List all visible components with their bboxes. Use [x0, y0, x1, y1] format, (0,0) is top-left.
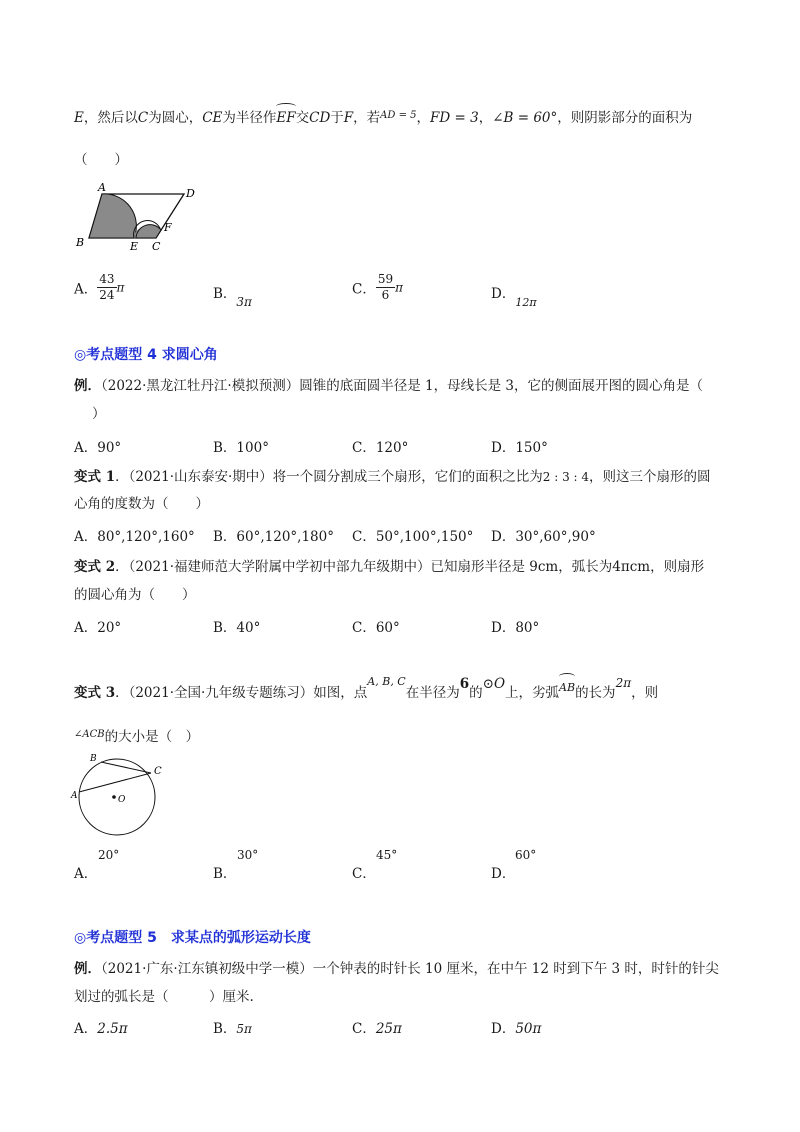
figure-label-b: B [76, 236, 85, 249]
answer-paren: （ ） [74, 152, 128, 168]
figure-label-a: A [98, 181, 106, 194]
variant-3-option-a-value: 20° [98, 848, 120, 862]
variant-2-option-a[interactable]: A．20° [74, 620, 122, 636]
circle-label-c: C [154, 766, 162, 777]
example-option-d[interactable]: D．150° [491, 440, 548, 456]
circle-label-a: A [71, 791, 78, 801]
variant-2-option-d[interactable]: D．80° [491, 620, 540, 636]
variant-1-question-cont: 心角的度数为（ ） [74, 496, 209, 512]
section-5-example-question: 例．（2021·广东·江东镇初级中学一模）一个钟表的时针长 10 厘米，在中午 12 时到下午 3 时，时针的针尖 [74, 961, 719, 977]
condition-angle-b: ∠B = 60° [492, 110, 558, 126]
variant-3-question-cont: $^{\angle ACB}$的大小是（ ） [74, 729, 200, 745]
ratio: 2 : 3 : 4 [542, 470, 590, 484]
figure-label-d: D [186, 187, 195, 200]
arc-ab-label: AB [559, 678, 575, 698]
figure-label-e: E [130, 240, 139, 252]
circle-label-b: B [90, 754, 97, 764]
circle-o: ⊙O [482, 676, 506, 692]
variant-3-option-a[interactable]: A． [74, 866, 98, 882]
variant-3-option-b-value: 30° [237, 848, 259, 862]
variant-1-question: 变式 1．（2021·山东泰安·期中）将一个圆分割成三个扇形，它们的面积之比为2 : 3 : 4，则这三个扇形的圆 [74, 469, 711, 485]
question-line-1: E，然后以C为圆心，CE为半径作EF交CD于F，若$^{AD = 5}$，FD = 3，∠B = 60°，则阴影部分的面积为 [74, 110, 693, 126]
variant-1-option-d[interactable]: D．30°,60°,90° [491, 529, 596, 545]
variant-2-option-c[interactable]: C．60° [352, 620, 400, 636]
variant-1-option-a[interactable]: A．80°,120°,160° [74, 529, 195, 545]
variant-3-option-d-value: 60° [515, 848, 537, 862]
arc-length: 4π [612, 559, 630, 575]
section-5-title: ◎考点题型 5 求某点的弧形运动长度 [74, 930, 311, 946]
example-option-a[interactable]: A．90° [74, 440, 122, 456]
parallelogram-figure [74, 180, 214, 252]
section-4-title: ◎考点题型 4 求圆心角 [74, 347, 218, 363]
variant-3-question: 变式 3．（2021·全国·九年级专题练习）如图，点$^{A, B, C}$在半径为6的⊙O上，劣弧AB的长为2π，则 [74, 675, 659, 701]
option-d[interactable]: D．$_{12\pi}$ [491, 286, 537, 309]
circle-label-o: O [118, 795, 126, 805]
variant-2-question-cont: 的圆心角为（ ） [74, 587, 196, 603]
variant-2-option-b[interactable]: B．40° [213, 620, 261, 636]
variant-1-option-b[interactable]: B．60°,120°,180° [213, 529, 334, 545]
example-question: 例．（2022·黑龙江牡丹江·模拟预测）圆锥的底面圆半径是 1，母线长是 3，它的侧面展开图的圆心角是（ [74, 378, 703, 394]
example-option-c[interactable]: C．120° [352, 440, 409, 456]
figure-label-f: F [164, 221, 172, 234]
points-abc: A, B, C [367, 675, 406, 688]
figure-label-c: C [152, 240, 161, 252]
circle-figure [70, 750, 165, 838]
example-question-cont: ） [92, 406, 106, 422]
section-5-example-question-cont: 划过的弧长是（ ）厘米. [74, 989, 254, 1005]
variant-3-option-c-value: 45° [376, 848, 398, 862]
condition-ad: AD = 5 [380, 110, 417, 121]
option-b[interactable]: B．3π [213, 286, 252, 309]
section-5-option-a[interactable]: A．2.5π [74, 1021, 128, 1037]
example-option-b[interactable]: B．100° [213, 440, 269, 456]
section-5-option-c[interactable]: C．25π [352, 1021, 402, 1037]
section-5-option-d[interactable]: D．50π [491, 1021, 542, 1037]
arc-ab-length: 2π [615, 676, 632, 690]
arc-ef-label: EF [276, 110, 296, 126]
radius-value: 6 [459, 676, 470, 692]
variant-3-option-d[interactable]: D． [491, 866, 516, 882]
condition-fd: FD = 3 [430, 110, 479, 126]
variant-1-option-c[interactable]: C．50°,100°,150° [352, 529, 474, 545]
option-a[interactable]: A． $\frac{43}{24}$ π [74, 272, 125, 302]
variant-2-question: 变式 2．（2021·福建师范大学附属中学初中部九年级期中）已知扇形半径是 9cm，弧长为4πcm，则扇形 [74, 559, 705, 575]
section-5-option-b[interactable]: B．5π [213, 1021, 252, 1037]
variant-3-option-c[interactable]: C． [352, 866, 376, 882]
variant-3-option-b[interactable]: B． [213, 866, 237, 882]
option-c[interactable]: C． $\frac{59}{6}$ π [352, 272, 404, 302]
